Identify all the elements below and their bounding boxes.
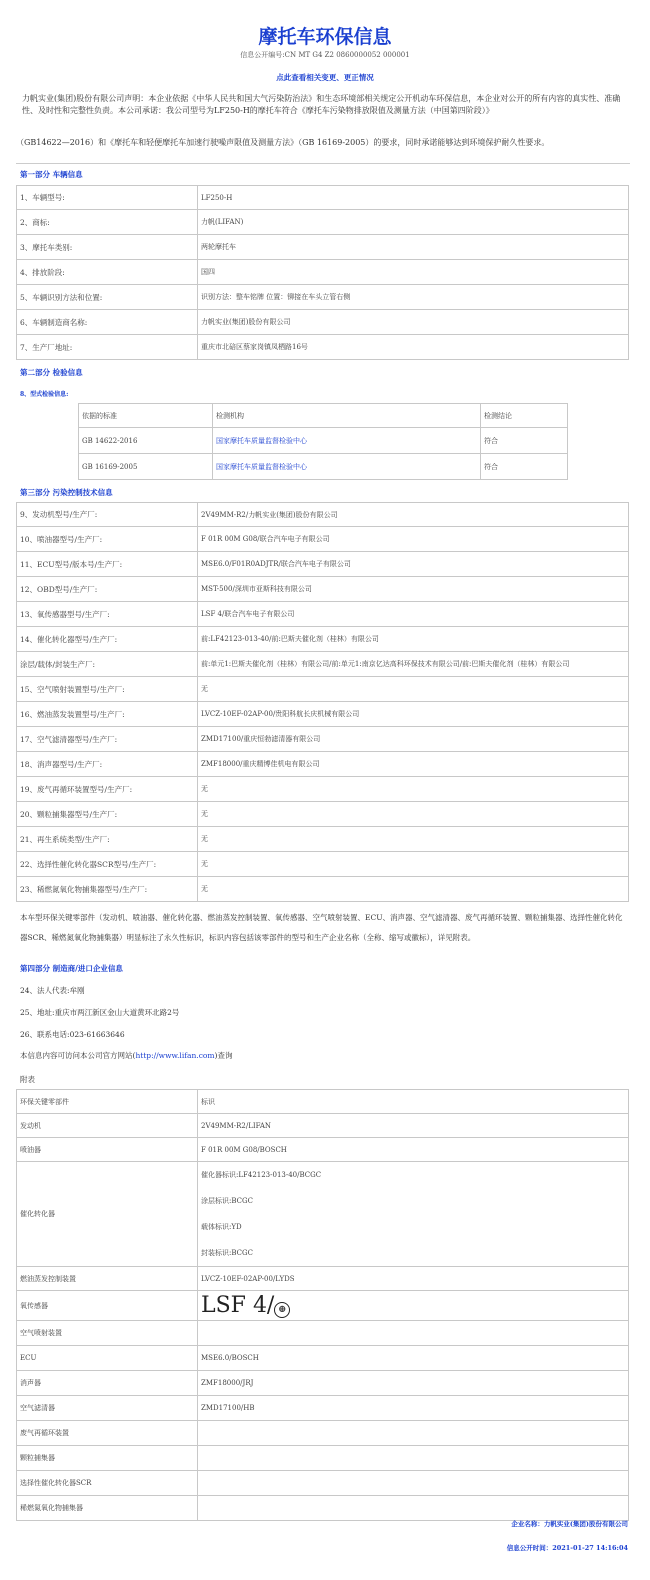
table-row [17, 1291, 629, 1321]
contact-phone: 26、联系电话:023-61663646 [20, 1030, 125, 1039]
table-row [17, 503, 629, 527]
vehicle-info-table [16, 185, 629, 360]
table-row [17, 1114, 629, 1138]
row-label: 21、再生系统类型/生产厂: [17, 827, 198, 852]
part-mark: ZMF18000/JRJ [198, 1371, 629, 1396]
bosch-logo-icon: ⊕ [274, 1302, 290, 1318]
row-value: 无 [198, 677, 629, 702]
part-mark [198, 1446, 629, 1471]
part-mark [198, 1496, 629, 1521]
table-row [17, 285, 629, 310]
part-name: 选择性催化转化器SCR [17, 1471, 198, 1496]
row-value: MST-500/深圳市亚斯科技有限公司 [198, 577, 629, 602]
row-value: 无 [198, 802, 629, 827]
table-row [17, 1138, 629, 1162]
row-label: 22、选择性催化转化器SCR型号/生产厂: [17, 852, 198, 877]
table-row [17, 677, 629, 702]
table-row [17, 210, 629, 235]
table-row [17, 1267, 629, 1291]
section-heading-vehicle-info: 第一部分 车辆信息 [20, 170, 83, 179]
row-label: 12、OBD型号/生产厂: [17, 577, 198, 602]
table-row [17, 1346, 629, 1371]
part-mark [198, 1421, 629, 1446]
row-value: ZMF18000/重庆精博佳机电有限公司 [198, 752, 629, 777]
official-website-link[interactable]: http://www.lifan.com [135, 1051, 215, 1060]
part-mark: MSE6.0/BOSCH [198, 1346, 629, 1371]
divider [16, 163, 630, 164]
catalyst-mark: 催化器标识:LF42123-013-40/BCGC [201, 1171, 322, 1179]
table-row [17, 852, 629, 877]
table-row [17, 335, 629, 360]
part-mark [198, 1321, 629, 1346]
row-value: 识别方法：整车铭牌 位置：铆接在车头立管右侧 [198, 285, 629, 310]
part-mark: ZMD17100/HB [198, 1396, 629, 1421]
section-heading-pollution-control: 第三部分 污染控制技术信息 [20, 488, 113, 497]
table-row [79, 454, 568, 480]
table-row [17, 652, 629, 677]
standard-cell: GB 14622-2016 [79, 428, 213, 454]
testing-agency-link[interactable]: 国家摩托车质量监督检验中心 [216, 462, 307, 471]
table-row [17, 1421, 629, 1446]
column-header: 标识 [198, 1090, 629, 1114]
row-value: 2V49MM-R2/力帆实业(集团)股份有限公司 [198, 503, 629, 527]
row-label: 1、车辆型号: [17, 186, 198, 210]
row-label: 19、废气再循环装置型号/生产厂: [17, 777, 198, 802]
key-parts-note: 本车型环保关键零部件（发动机、喷油器、催化转化器、燃油蒸发控制装置、氧传感器、空气喷射装置、ECU、消声器、空气滤清器、废气再循环装置、颗粒捕集器、选择性催化转化器SCR、稀燃氮氧化物捕集器）明显标注了永久性标识，标识内容包括该零部件的型号和生产企业名称（全称、缩写或徽标），详见附表。 [20, 913, 623, 942]
inspection-table [78, 403, 568, 480]
column-header: 依据的标准 [79, 404, 213, 428]
table-header-row [79, 404, 568, 428]
row-value: 力帆实业(集团)股份有限公司 [198, 310, 629, 335]
type-test-subheading: 8、型式检验信息: [20, 391, 69, 398]
table-row [17, 260, 629, 285]
table-row [17, 877, 629, 902]
row-label: 4、排放阶段: [17, 260, 198, 285]
coating-mark: 涂层标识:BCGC [201, 1197, 253, 1205]
section-heading-manufacturer: 第四部分 制造商/进口企业信息 [20, 964, 123, 973]
table-row [17, 1162, 629, 1267]
part-name: ECU [17, 1346, 198, 1371]
declaration-paragraph-2: （GB14622—2016）和《摩托车和轻便摩托车加速行驶噪声限值及测量方法》（GB 16169-2005）的要求，同时承诺能够达到环境保护耐久性要求。 [16, 138, 550, 147]
column-header: 检测机构 [213, 404, 481, 428]
table-row [17, 1471, 629, 1496]
part-name: 颗粒捕集器 [17, 1446, 198, 1471]
page-title: 摩托车环保信息 [258, 26, 392, 48]
table-row [17, 1396, 629, 1421]
row-label: 3、摩托车类别: [17, 235, 198, 260]
row-label: 15、空气喷射装置型号/生产厂: [17, 677, 198, 702]
row-label: 17、空气滤清器型号/生产厂: [17, 727, 198, 752]
part-name: 稀燃氮氧化物捕集器 [17, 1496, 198, 1521]
part-name: 空气喷射装置 [17, 1321, 198, 1346]
row-value: LVCZ-10EF-02AP-00/贵阳科航长庆机械有限公司 [198, 702, 629, 727]
row-value: 两轮摩托车 [198, 235, 629, 260]
part-name: 废气再循环装置 [17, 1421, 198, 1446]
row-value: 前:单元1:巴斯夫催化剂（桂林）有限公司/前:单元1:南京亿达高科环保技术有限公司/前:巴斯夫催化剂（桂林）有限公司 [198, 652, 629, 677]
row-label: 16、燃油蒸发装置型号/生产厂: [17, 702, 198, 727]
company-signature: 企业名称：力帆实业(集团)股份有限公司 [511, 1520, 628, 1528]
catalyst-marks [198, 1162, 629, 1267]
table-row [17, 1496, 629, 1521]
part-name: 发动机 [17, 1114, 198, 1138]
row-label: 20、颗粒捕集器型号/生产厂: [17, 802, 198, 827]
column-header: 检测结论 [481, 404, 568, 428]
standard-cell: GB 16169-2005 [79, 454, 213, 480]
substrate-mark: 载体标识:YD [201, 1223, 242, 1231]
result-cell: 符合 [481, 428, 568, 454]
row-value: LF250-H [198, 186, 629, 210]
testing-agency-link[interactable]: 国家摩托车质量监督检验中心 [216, 436, 307, 445]
publication-time: 信息公开时间：2021-01-27 14:16:04 [506, 1544, 628, 1552]
pollution-control-table [16, 502, 629, 902]
row-value: 无 [198, 852, 629, 877]
table-row [17, 1321, 629, 1346]
part-mark: 2V49MM-R2/LIFAN [198, 1114, 629, 1138]
table-row [17, 1446, 629, 1471]
table-row [17, 777, 629, 802]
row-value: 无 [198, 877, 629, 902]
row-value: LSF 4/联合汽车电子有限公司 [198, 602, 629, 627]
oxygen-sensor-mark: LSF 4/ [201, 1293, 275, 1318]
row-label: 涂层/载体/封装生产厂: [17, 652, 198, 677]
table-row [17, 827, 629, 852]
row-value: 力帆(LIFAN) [198, 210, 629, 235]
part-mark: LVCZ-10EF-02AP-00/LYDS [198, 1267, 629, 1291]
part-name: 消声器 [17, 1371, 198, 1396]
row-label: 2、商标: [17, 210, 198, 235]
part-mark [198, 1471, 629, 1496]
table-row [17, 186, 629, 210]
row-value: ZMD17100/重庆恒勃滤清器有限公司 [198, 727, 629, 752]
row-value: 无 [198, 827, 629, 852]
view-changes-link[interactable]: 点此查看相关变更、更正情况 [276, 73, 374, 82]
table-row [17, 552, 629, 577]
part-name: 喷油器 [17, 1138, 198, 1162]
row-label: 10、喷油器型号/生产厂: [17, 527, 198, 552]
annex-heading: 附表 [20, 1075, 35, 1084]
table-row [17, 310, 629, 335]
row-label: 11、ECU型号/版本号/生产厂: [17, 552, 198, 577]
part-name: 催化转化器 [17, 1162, 198, 1267]
column-header: 环保关键零部件 [17, 1090, 198, 1114]
row-label: 6、车辆制造商名称: [17, 310, 198, 335]
table-row [17, 527, 629, 552]
table-row [17, 1371, 629, 1396]
table-header-row [17, 1090, 629, 1114]
table-row [17, 702, 629, 727]
row-label: 13、氧传感器型号/生产厂: [17, 602, 198, 627]
row-label: 9、发动机型号/生产厂: [17, 503, 198, 527]
table-row [17, 627, 629, 652]
result-cell: 符合 [481, 454, 568, 480]
row-label: 23、稀燃氮氧化物捕集器型号/生产厂: [17, 877, 198, 902]
legal-representative: 24、法人代表:牟刚 [20, 986, 85, 995]
table-row [17, 727, 629, 752]
table-row [17, 752, 629, 777]
row-label: 5、车辆识别方法和位置: [17, 285, 198, 310]
table-row [17, 577, 629, 602]
section-heading-inspection-info: 第二部分 检验信息 [20, 368, 83, 377]
row-value: 重庆市北碚区蔡家岗镇凤栖路16号 [198, 335, 629, 360]
row-value: MSE6.0/F01R0ADJTR/联合汽车电子有限公司 [198, 552, 629, 577]
part-name: 燃油蒸发控制装置 [17, 1267, 198, 1291]
annex-table [16, 1089, 629, 1521]
row-value: 无 [198, 777, 629, 802]
row-label: 7、生产厂地址: [17, 335, 198, 360]
row-label: 14、催化转化器型号/生产厂: [17, 627, 198, 652]
publication-number: 信息公开编号:CN MT G4 Z2 0860000052 000001 [240, 51, 410, 59]
declaration-paragraph-1: 力帆实业(集团)股份有限公司声明：本企业依据《中华人民共和国大气污染防治法》和生态环境部相关规定公开机动车环保信息，本企业对公开的所有内容的真实性、准确性、及时性和完整性负责。本公司承诺：我公司型号为LF250-H的摩托车符合《摩托车污染物排放限值及测量方法（中国第四阶段）》 [22, 94, 621, 115]
table-row [17, 802, 629, 827]
canning-mark: 封装标识:BCGC [201, 1249, 253, 1257]
row-value: F 01R 00M G08/联合汽车电子有限公司 [198, 527, 629, 552]
row-value: 国四 [198, 260, 629, 285]
part-mark: F 01R 00M G08/BOSCH [198, 1138, 629, 1162]
row-label: 18、消声器型号/生产厂: [17, 752, 198, 777]
part-name: 空气滤清器 [17, 1396, 198, 1421]
table-row [17, 235, 629, 260]
table-row [79, 428, 568, 454]
part-name: 氧传感器 [17, 1291, 198, 1321]
website-line: 本信息内容可访问本公司官方网站(http://www.lifan.com)查询 [20, 1051, 233, 1060]
row-value: 前:LF42123-013-40/前:巴斯夫催化剂（桂林）有限公司 [198, 627, 629, 652]
table-row [17, 602, 629, 627]
company-address: 25、地址:重庆市两江新区金山大道黄环北路2号 [20, 1008, 180, 1017]
